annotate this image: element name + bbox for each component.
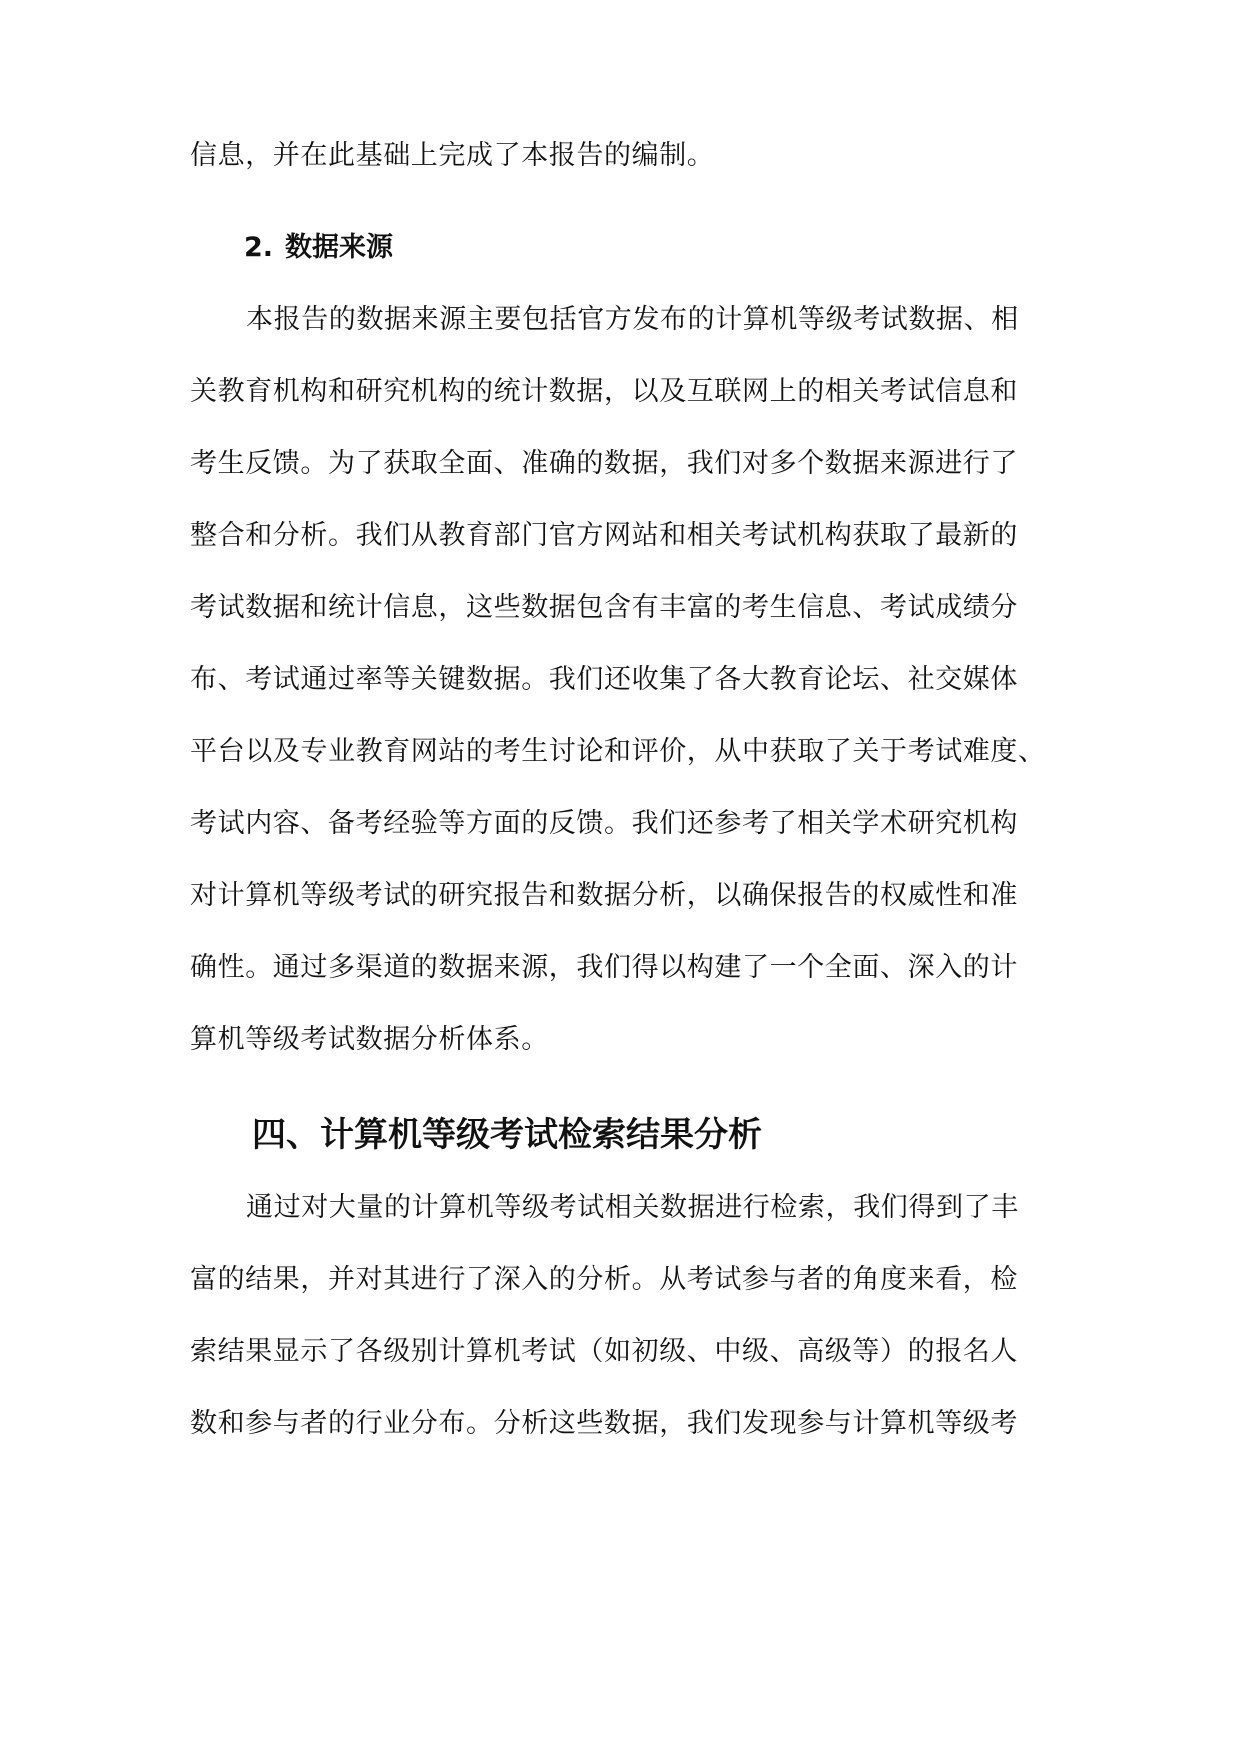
paragraph-line: 关教育机构和研究机构的统计数据，以及互联网上的相关考试信息和: [190, 376, 1018, 407]
paragraph-line: 索结果显示了各级别计算机考试（如初级、中级、高级等）的报名人: [190, 1336, 1018, 1367]
section-number: 2.: [244, 232, 274, 263]
paragraph-line: 确性。通过多渠道的数据来源，我们得以构建了一个全面、深入的计: [190, 952, 1018, 983]
paragraph-line: 考生反馈。为了获取全面、准确的数据，我们对多个数据来源进行了: [190, 448, 1018, 479]
paragraph-line: 考试数据和统计信息，这些数据包含有丰富的考生信息、考试成绩分: [190, 592, 1018, 623]
section-heading-four: 四、计算机等级考试检索结果分析: [252, 1115, 762, 1155]
section-title: 数据来源: [285, 232, 394, 263]
section-heading-data-source: [244, 228, 393, 268]
paragraph-line: 数和参与者的行业分布。分析这些数据，我们发现参与计算机等级考: [190, 1408, 1018, 1439]
paragraph-line: 布、考试通过率等关键数据。我们还收集了各大教育论坛、社交媒体: [190, 664, 1018, 695]
paragraph-line: 平台以及专业教育网站的考生讨论和评价，从中获取了关于考试难度、: [190, 736, 1046, 767]
paragraph-line: 算机等级考试数据分析体系。: [190, 1024, 549, 1055]
paragraph-line: 富的结果，并对其进行了深入的分析。从考试参与者的角度来看，检: [190, 1264, 1018, 1295]
intro-line: 信息，并在此基础上完成了本报告的编制。: [190, 140, 715, 171]
paragraph-line: 本报告的数据来源主要包括官方发布的计算机等级考试数据、相: [246, 304, 1019, 335]
paragraph-line: 对计算机等级考试的研究报告和数据分析，以确保报告的权威性和准: [190, 880, 1018, 911]
paragraph-line: 通过对大量的计算机等级考试相关数据进行检索，我们得到了丰: [246, 1192, 1019, 1223]
paragraph-line: 整合和分析。我们从教育部门官方网站和相关考试机构获取了最新的: [190, 520, 1018, 551]
paragraph-line: 考试内容、备考经验等方面的反馈。我们还参考了相关学术研究机构: [190, 808, 1018, 839]
